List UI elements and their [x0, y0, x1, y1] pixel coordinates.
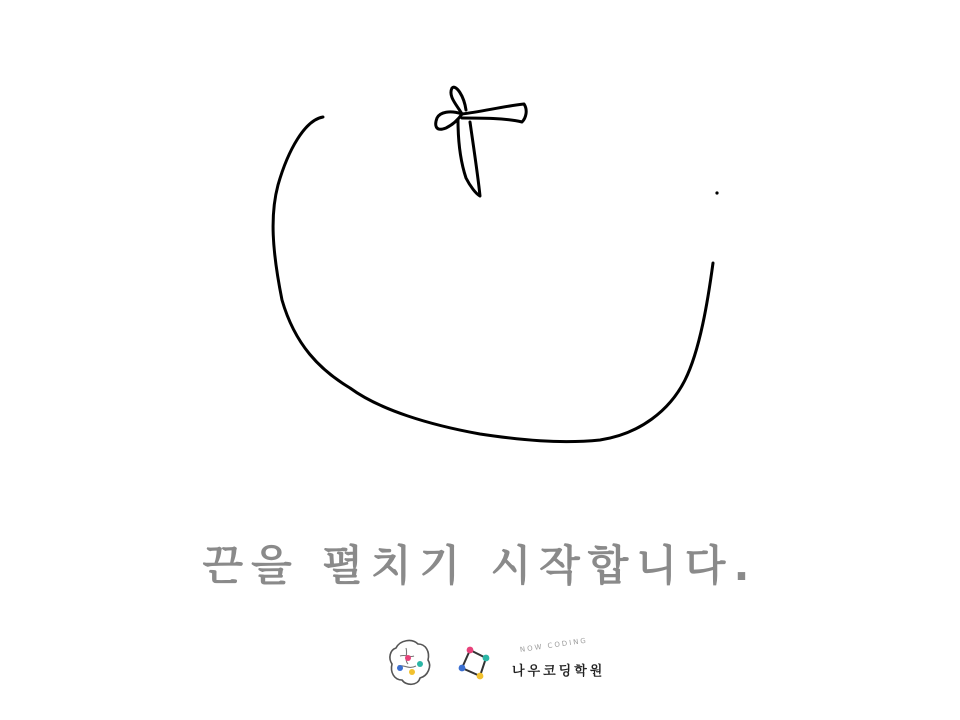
brand-wordmark — [512, 636, 612, 684]
ink-dot — [715, 191, 718, 194]
caption-text: 끈을 펼치기 시작합니다. — [202, 541, 758, 590]
bow-tail — [458, 120, 480, 196]
bow-right-ribbon — [462, 104, 526, 122]
brand-name: 나우코딩학원 — [512, 664, 606, 679]
bag-outline — [273, 117, 713, 442]
brand-subtitle: NOW CODING — [519, 636, 589, 654]
diamond-nodes-logo-icon — [456, 644, 498, 686]
footer-logos — [380, 636, 620, 696]
bow-top-loop — [451, 87, 466, 114]
brain-circuit-logo-icon — [386, 636, 434, 688]
